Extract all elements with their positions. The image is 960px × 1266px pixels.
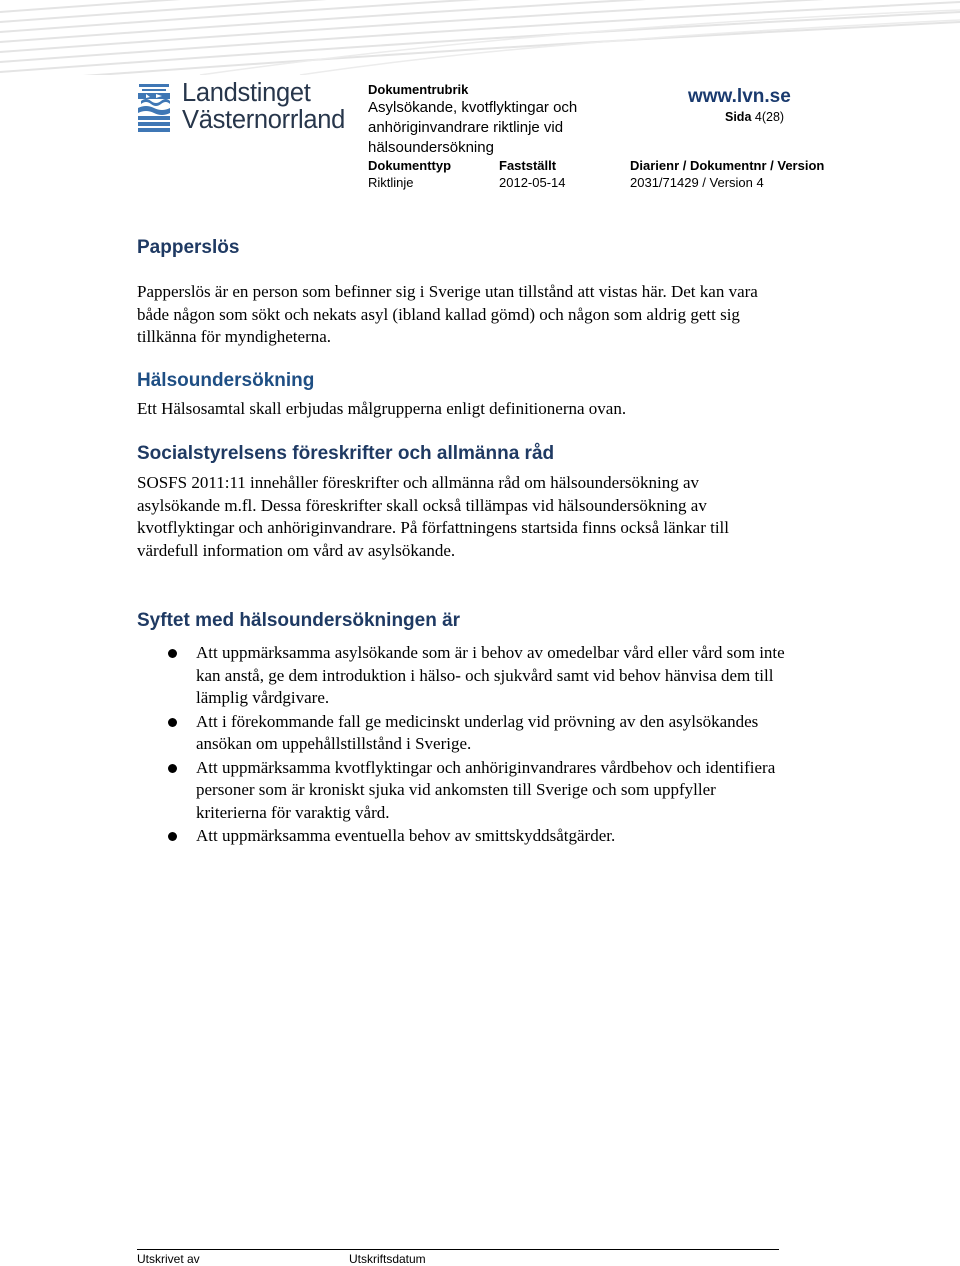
papperslos-paragraph: Papperslös är en person som befinner sig i Sverige utan tillstånd att vistas här. Det kan vara både någon som sökt och nekats asyl (ibland kallad gömd) och någon som aldrig gett sig tillkänna för myndigheterna. [137, 282, 758, 346]
bullet-icon [168, 649, 177, 658]
purpose-list [166, 642, 786, 849]
list-item [166, 711, 786, 756]
faststallt-value: 2012-05-14 [499, 175, 566, 190]
organization-name [182, 80, 345, 134]
faststallt-label: Fastställt [499, 158, 557, 173]
list-item [166, 642, 786, 710]
diarienr-label: Diarienr / Dokumentnr / Version [630, 158, 825, 173]
list-item-text: Att uppmärksamma kvotflyktingar och anhöriginvandrares vårdbehov och identifiera personer som är kroniskt sjuka vid ankomsten till Sverige och som uppfyller kriterierna för varaktig vård. [196, 757, 776, 822]
sos-paragraph: SOSFS 2011:11 innehåller föreskrifter och allmänna råd om hälsoundersökning av asylsökande m.fl. Dessa föreskrifter skall också tillämpas vid hälsoundersökning av kvotflyktingar och anhöriginvandrare. På författningens startsida finns också länkar till värdefull information om vård av asylsökande. [137, 473, 730, 560]
doctype-value: Riktlinje [368, 175, 414, 190]
page-label: Sida [725, 110, 752, 124]
halso-heading: Hälsoundersökning [137, 370, 315, 391]
halso-paragraph: Ett Hälsosamtal skall erbjudas målgrupperna enligt definitionerna ovan. [137, 399, 627, 418]
logo-emblem-icon [136, 82, 176, 134]
org-name-line2: Västernorrland [182, 106, 346, 134]
website-link[interactable]: www.lvn.se [688, 86, 791, 107]
page-number [725, 110, 784, 124]
sos-heading: Socialstyrelsens föreskrifter och allmänna råd [137, 443, 555, 464]
organization-logo [136, 79, 356, 138]
syfte-heading: Syftet med hälsoundersökningen är [137, 610, 461, 631]
header-decoration [0, 0, 960, 75]
document-title: Asylsökande, kvotflyktingar och anhöriginvandrare riktlinje vid hälsoundersökning [368, 99, 578, 156]
printed-by-label: Utskrivet av [137, 1252, 200, 1266]
org-name-line1: Landstinget [182, 79, 311, 107]
papperslos-heading: Papperslös [137, 237, 240, 258]
print-date-label: Utskriftsdatum [349, 1252, 426, 1266]
doctype-label: Dokumenttyp [368, 158, 452, 173]
bullet-icon [168, 832, 177, 841]
list-item-text: Att uppmärksamma eventuella behov av smittskyddsåtgärder. [196, 826, 616, 845]
doc-rubrik-label: Dokumentrubrik [368, 82, 469, 97]
list-item [166, 757, 786, 825]
bullet-icon [168, 764, 177, 773]
list-item [166, 825, 786, 848]
page-value: 4(28) [754, 110, 785, 124]
list-item-text: Att i förekommande fall ge medicinskt underlag vid prövning av den asylsökandes ansökan om uppehållstillstånd i Sverige. [196, 711, 759, 753]
bullet-icon [168, 718, 177, 727]
diarienr-value: 2031/71429 / Version 4 [630, 175, 764, 190]
list-item-text: Att uppmärksamma asylsökande som är i behov av omedelbar vård eller vård som inte kan anstå, ge dem introduktion i hälso- och sjukvård samt vid behov hänvisa dem till lämplig vårdgivare. [196, 643, 785, 707]
footer-divider [137, 1249, 779, 1250]
